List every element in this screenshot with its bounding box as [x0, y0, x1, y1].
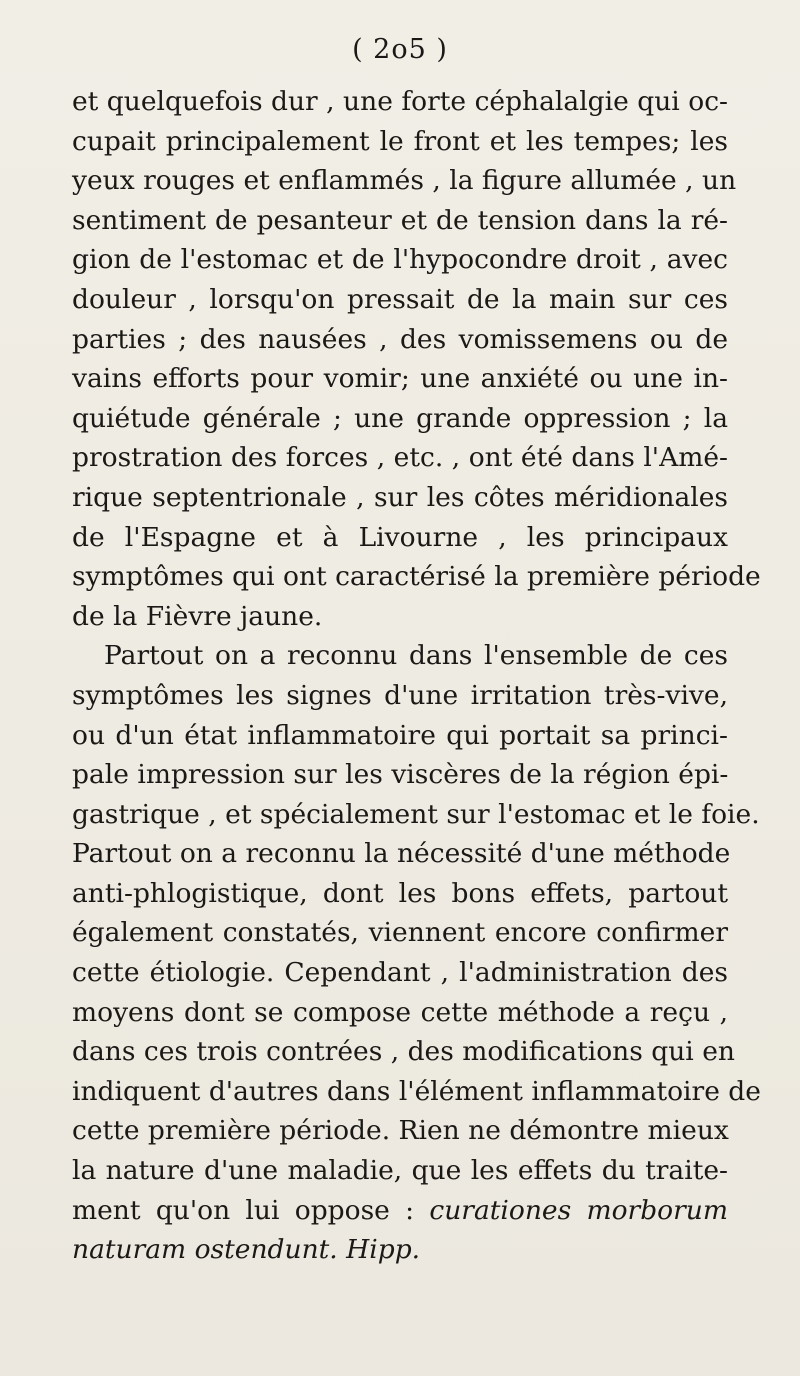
text-line: cette première période. Rien ne démontre mieux [72, 1115, 729, 1147]
text-line-with-quote [72, 1191, 728, 1231]
text-line: de l'Espagne et à Livourne , les principaux [72, 521, 728, 553]
text-line: symptômes les signes d'une irritation très-vive, [72, 679, 728, 711]
text-line: parties ; des nausées , des vomissemens ou de [72, 323, 728, 355]
text-line: cette étiologie. Cependant , l'administration des [72, 957, 728, 989]
text-line: la nature d'une maladie, que les effets du traite- [72, 1155, 728, 1187]
text-line: Partout on a reconnu la nécessité d'une méthode [72, 838, 731, 870]
body-text [72, 82, 761, 1270]
latin-quote: curationes morborum [429, 1194, 728, 1226]
text-line: gion de l'estomac et de l'hypocondre droit , avec [72, 244, 728, 276]
text-line: moyens dont se compose cette méthode a reçu , [72, 996, 728, 1028]
text-line: yeux rouges et enflammés , la figure allumée , un [72, 165, 737, 197]
text-line: dans ces trois contrées , des modifications qui en [72, 1036, 735, 1068]
text-line: ou d'un état inflammatoire qui portait sa princi- [72, 719, 728, 751]
text-segment: ment qu'on lui oppose : [72, 1194, 415, 1226]
text-line: gastrique , et spécialement sur l'estomac et le foie. [72, 798, 760, 830]
text-line: sentiment de pesanteur et de tension dans la ré- [72, 204, 728, 236]
text-line: de la Fièvre jaune. [72, 600, 323, 632]
text-line: indiquent d'autres dans l'élément inflammatoire de [72, 1075, 761, 1107]
text-line: prostration des forces , etc. , ont été dans l'Amé- [72, 442, 728, 474]
text-line: anti-phlogistique, dont les bons effets, partout [72, 877, 728, 909]
paragraph-start-line: Partout on a reconnu dans l'ensemble de ces [104, 640, 728, 672]
text-line: cupait principalement le front et les tempes; les [72, 125, 728, 157]
text-line: et quelquefois dur , une forte céphalalgie qui oc- [72, 86, 728, 117]
page-number: ( 2o5 ) [352, 34, 448, 65]
text-line: rique septentrionale , sur les côtes méridionales [72, 481, 728, 513]
text-line: également constatés, viennent encore confirmer [72, 917, 728, 949]
text-line: symptômes qui ont caractérisé la première période [72, 561, 761, 593]
latin-quote-end: naturam ostendunt. Hipp. [72, 1234, 421, 1266]
text-line: douleur , lorsqu'on pressait de la main sur ces [72, 283, 728, 315]
text-line: pale impression sur les viscères de la région épi- [72, 759, 729, 791]
text-line: vains efforts pour vomir; une anxiété ou une in- [72, 363, 728, 395]
text-line: quiétude générale ; une grande oppression ; la [72, 402, 728, 434]
